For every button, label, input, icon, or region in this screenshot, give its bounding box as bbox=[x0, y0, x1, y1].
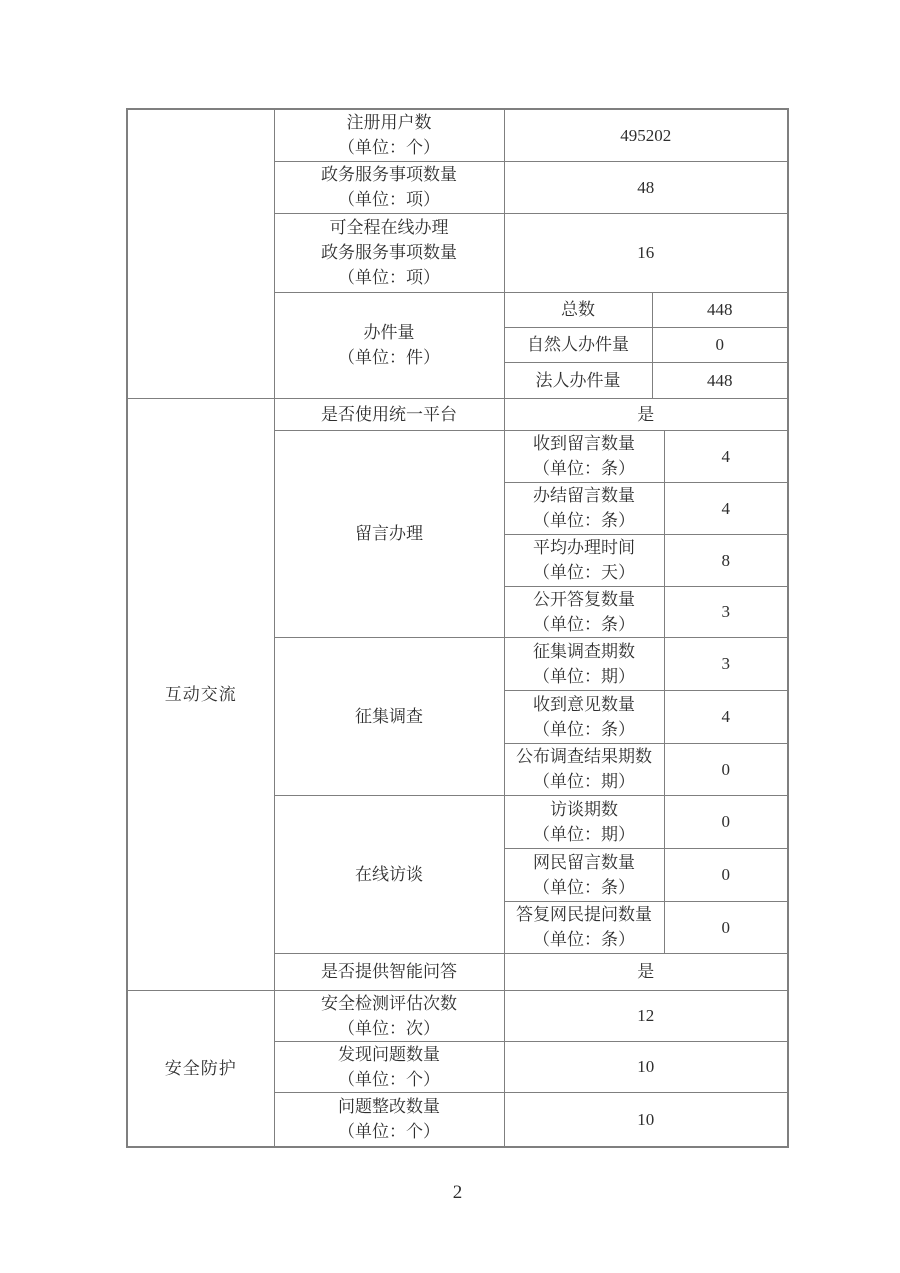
subitem-unit: （单位：天） bbox=[533, 563, 635, 582]
value-cell bbox=[664, 795, 788, 848]
item-label: 问题整改数量 bbox=[338, 1097, 440, 1117]
item-unit: （单位：个） bbox=[338, 1122, 440, 1142]
value-text: 3 bbox=[721, 654, 730, 673]
item-cell bbox=[274, 1041, 504, 1092]
item-label: 是否使用统一平台 bbox=[321, 404, 457, 424]
category-label: 安全防护 bbox=[164, 1058, 237, 1078]
item-cell bbox=[274, 161, 504, 213]
subitem-cell bbox=[504, 586, 664, 637]
subitem-unit: （单位：条） bbox=[533, 930, 635, 949]
item-unit: （单位：次） bbox=[338, 1018, 440, 1038]
subitem-label: 公布调查结果期数 bbox=[516, 747, 652, 766]
value-cell bbox=[664, 430, 788, 482]
table-row bbox=[127, 990, 788, 1041]
subitem-unit: （单位：条） bbox=[533, 459, 635, 478]
subitem-unit: （单位：条） bbox=[533, 614, 635, 634]
value-text: 48 bbox=[637, 177, 655, 197]
value-cell bbox=[664, 586, 788, 637]
group-label: 征集调查 bbox=[355, 706, 423, 726]
subitem-cell bbox=[504, 795, 664, 848]
group-cell bbox=[274, 637, 504, 795]
value-text: 4 bbox=[721, 498, 730, 518]
group-cell bbox=[274, 292, 504, 398]
page-number: 2 bbox=[452, 1182, 463, 1203]
item-unit: （单位：项） bbox=[338, 268, 440, 287]
value-cell bbox=[664, 848, 788, 901]
subitem-cell bbox=[504, 637, 664, 690]
statistics-table bbox=[126, 108, 789, 1148]
value-text: 16 bbox=[637, 243, 655, 262]
value-text: 495202 bbox=[620, 125, 672, 145]
value-text: 0 bbox=[721, 865, 730, 884]
value-text: 0 bbox=[721, 812, 730, 831]
item-label: 政务服务事项数量 bbox=[321, 165, 457, 184]
value-text: 4 bbox=[721, 707, 730, 726]
value-cell bbox=[664, 743, 788, 795]
subitem-unit: （单位：条） bbox=[533, 511, 635, 530]
value-text: 4 bbox=[721, 446, 730, 466]
group-cell bbox=[274, 795, 504, 953]
value-cell bbox=[664, 690, 788, 743]
value-cell bbox=[504, 1092, 788, 1147]
value-text: 0 bbox=[721, 759, 730, 779]
subitem-label: 公开答复数量 bbox=[533, 589, 635, 609]
value-cell bbox=[652, 362, 788, 398]
item-label: 发现问题数量 bbox=[338, 1044, 440, 1064]
value-cell bbox=[504, 109, 788, 161]
value-cell bbox=[504, 1041, 788, 1092]
category-label: 互动交流 bbox=[164, 684, 237, 704]
value-cell bbox=[652, 292, 788, 327]
item-unit: （单位：项） bbox=[338, 190, 440, 209]
value-cell bbox=[664, 637, 788, 690]
subitem-label: 征集调查期数 bbox=[533, 641, 635, 661]
subitem-unit: （单位：期） bbox=[533, 666, 635, 686]
item-cell bbox=[274, 109, 504, 161]
table-row bbox=[127, 398, 788, 430]
group-label: 留言办理 bbox=[355, 524, 423, 543]
subitem-cell bbox=[504, 292, 652, 327]
subitem-cell bbox=[504, 362, 652, 398]
subitem-label: 答复网民提问数量 bbox=[516, 905, 652, 924]
subitem-cell bbox=[504, 482, 664, 534]
value-text: 0 bbox=[721, 917, 730, 937]
subitem-cell bbox=[504, 690, 664, 743]
subitem-label: 总数 bbox=[561, 300, 595, 319]
category-cell-interaction bbox=[127, 398, 274, 990]
value-cell bbox=[504, 953, 788, 990]
item-cell bbox=[274, 953, 504, 990]
subitem-unit: （单位：期） bbox=[533, 772, 635, 791]
subitem-cell bbox=[504, 327, 652, 362]
value-text: 是 bbox=[637, 962, 655, 981]
value-cell bbox=[652, 327, 788, 362]
value-cell bbox=[664, 901, 788, 953]
item-label: 注册用户数 bbox=[346, 113, 432, 133]
item-label: 可全程在线办理 bbox=[329, 218, 449, 237]
item-cell bbox=[274, 398, 504, 430]
subitem-label: 办结留言数量 bbox=[533, 486, 635, 505]
value-text: 0 bbox=[715, 335, 724, 354]
value-text: 8 bbox=[721, 550, 730, 570]
subitem-unit: （单位：条） bbox=[533, 877, 635, 897]
value-text: 10 bbox=[637, 1057, 655, 1076]
item-label: 是否提供智能问答 bbox=[321, 962, 457, 981]
group-unit: （单位：件） bbox=[338, 348, 440, 367]
group-cell bbox=[274, 430, 504, 637]
category-cell-security bbox=[127, 990, 274, 1147]
subitem-cell bbox=[504, 848, 664, 901]
value-cell bbox=[504, 990, 788, 1041]
item-unit: （单位：个） bbox=[338, 1069, 440, 1089]
subitem-unit: （单位：期） bbox=[533, 824, 635, 844]
value-text: 3 bbox=[721, 602, 730, 621]
value-cell bbox=[664, 482, 788, 534]
item-cell bbox=[274, 990, 504, 1041]
subitem-label: 自然人办件量 bbox=[527, 335, 629, 354]
subitem-cell bbox=[504, 430, 664, 482]
group-label: 办件量 bbox=[363, 323, 415, 342]
subitem-label: 收到意见数量 bbox=[533, 694, 635, 714]
subitem-label: 法人办件量 bbox=[535, 370, 621, 390]
item-label: 安全检测评估次数 bbox=[321, 993, 457, 1013]
table-row bbox=[127, 109, 788, 161]
value-cell bbox=[504, 161, 788, 213]
category-cell-empty bbox=[127, 109, 274, 398]
value-cell bbox=[504, 213, 788, 292]
subitem-unit: （单位：条） bbox=[533, 719, 635, 739]
value-text: 448 bbox=[707, 370, 733, 390]
value-text: 12 bbox=[637, 1006, 655, 1025]
subitem-label: 网民留言数量 bbox=[533, 852, 635, 872]
subitem-label: 收到留言数量 bbox=[533, 434, 635, 453]
subitem-cell bbox=[504, 534, 664, 586]
subitem-cell bbox=[504, 743, 664, 795]
item-cell bbox=[274, 1092, 504, 1147]
subitem-cell bbox=[504, 901, 664, 953]
item-unit: （单位：个） bbox=[338, 138, 440, 158]
value-text: 448 bbox=[707, 300, 733, 319]
subitem-label: 访谈期数 bbox=[550, 799, 618, 819]
value-text: 是 bbox=[637, 404, 655, 424]
subitem-label: 平均办理时间 bbox=[533, 538, 635, 557]
item-label-line2: 政务服务事项数量 bbox=[321, 243, 457, 262]
item-cell bbox=[274, 213, 504, 292]
value-cell bbox=[504, 398, 788, 430]
group-label: 在线访谈 bbox=[355, 864, 423, 884]
value-cell bbox=[664, 534, 788, 586]
value-text: 10 bbox=[637, 1109, 655, 1129]
